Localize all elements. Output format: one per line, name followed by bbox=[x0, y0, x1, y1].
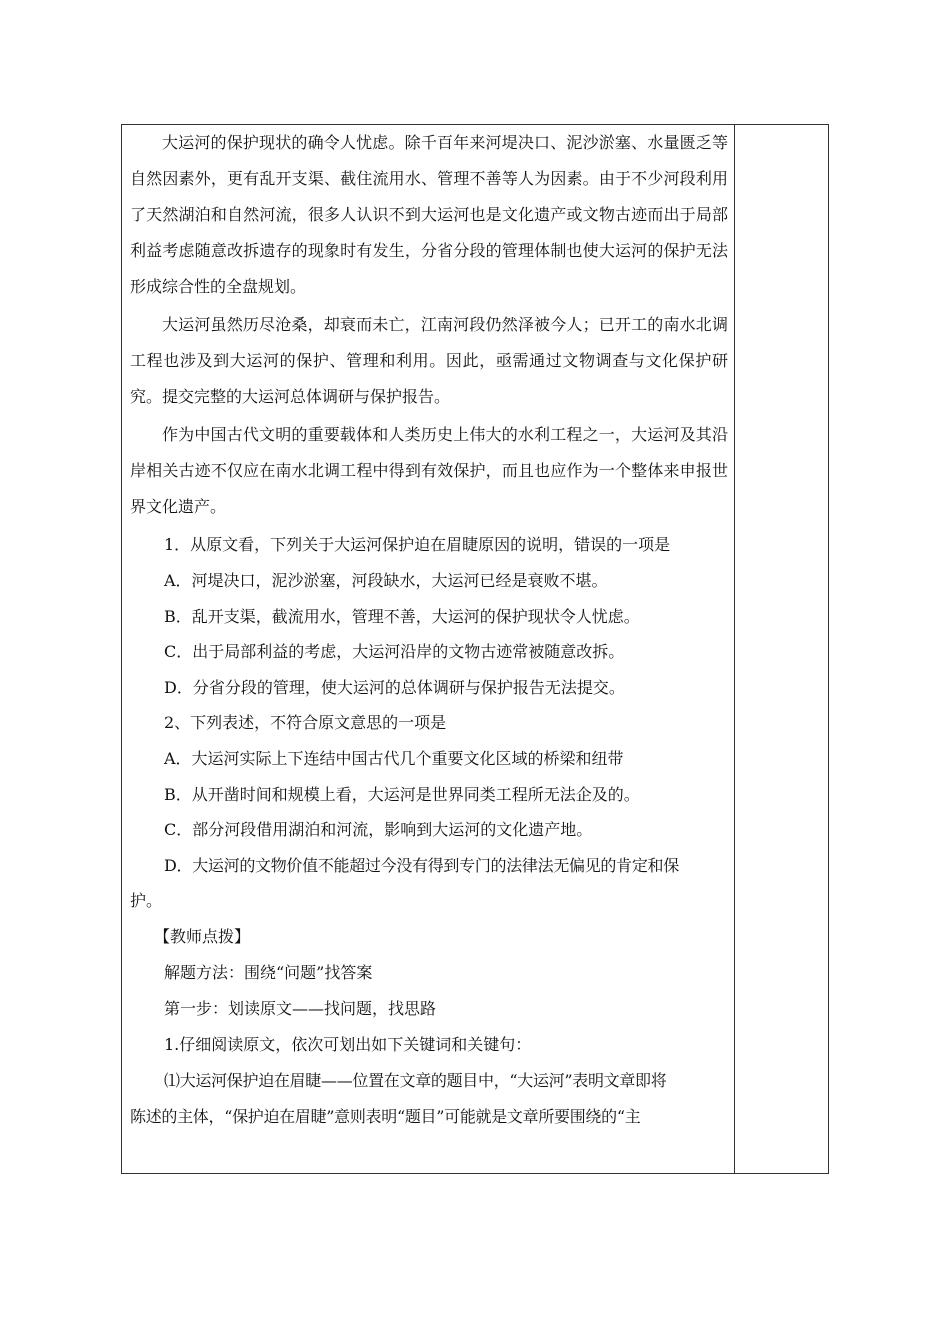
question-1-option-d: D．分省分段的管理，使大运河的总体调研与保护报告无法提交。 bbox=[164, 677, 625, 697]
side-column-divider bbox=[734, 125, 735, 1173]
question-2-option-c: C．部分河段借用湖泊和河流，影响到大运河的文化遗产地。 bbox=[164, 820, 593, 839]
question-2-option-b: B．从开凿时间和规模上看，大运河是世界同类工程所无法企及的。 bbox=[164, 784, 640, 804]
teacher-heading: 【教师点拨】 bbox=[154, 927, 251, 946]
question-2-option-a: A．大运河实际上下连结中国古代几个重要文化区域的桥梁和纽带 bbox=[164, 749, 624, 768]
paragraph-1: 大运河的保护现状的确令人忧虑。除千百年来河堤决口、泥沙淤塞、水量匮乏等自然因素外，更有乱开支渠、截住流用水、管理不善等人为因素。由于不少河段利用了天然湖泊和自然河流，很多人认识不到大运河也是文化遗产或文物古迹而出于局部利益考虑随意改拆遗存的现象时有发生，分省分段的管理体制也使大运河的保护无法形成综合性的全盘规划。 bbox=[130, 133, 728, 296]
solution-method: 解题方法：围绕“问题”找答案 bbox=[164, 963, 373, 982]
sub-item-1: ⑴大运河保护迫在眉睫——位置在文章的题目中，“大运河”表明文章即将 bbox=[164, 1071, 667, 1090]
paragraph-3: 作为中国古代文明的重要载体和人类历史上伟大的水利工程之一，大运河及其沿岸相关古迹不仅应在南水北调工程中得到有效保护，而且也应作为一个整体来申报世界文化遗产。 bbox=[130, 425, 728, 516]
question-1-option-c: C．出于局部利益的考虑，大运河沿岸的文物古迹常被随意改拆。 bbox=[164, 642, 625, 661]
question-2-stem: 2、下列表述，不符合原文意思的一项是 bbox=[164, 713, 447, 732]
question-1-option-a: A．河堤决口，泥沙淤塞，河段缺水，大运河已经是衰败不堪。 bbox=[164, 571, 608, 590]
step-one: 第一步：划读原文——找问题，找思路 bbox=[164, 999, 437, 1018]
question-2-option-d-cont: 护。 bbox=[130, 891, 163, 910]
question-1-option-b: B．乱开支渠，截流用水，管理不善，大运河的保护现状令人忧虑。 bbox=[164, 606, 640, 626]
step-item-1: 1.仔细阅读原文，依次可划出如下关键词和关键句： bbox=[164, 1035, 532, 1054]
paragraph-2: 大运河虽然历尽沧桑，却衰而未亡，江南河段仍然泽被今人；已开工的南水北调工程也涉及到大运河的保护、管理和利用。因此，亟需通过文物调查与文化保护研究。提交完整的大运河总体调研与保护报告。 bbox=[130, 315, 728, 406]
question-2-option-d: D．大运河的文物价值不能超过今没有得到专门的法律法无偏见的肯定和保 bbox=[164, 855, 679, 875]
sub-item-1-cont: 陈述的主体，“保护迫在眉睫”意则表明“题目”可能就是文章所要围绕的“主 bbox=[130, 1107, 641, 1126]
main-cell bbox=[130, 125, 728, 1135]
question-1-stem: 1．从原文看，下列关于大运河保护迫在眉睫原因的说明，错误的一项是 bbox=[164, 535, 671, 554]
content-table bbox=[121, 124, 829, 1174]
